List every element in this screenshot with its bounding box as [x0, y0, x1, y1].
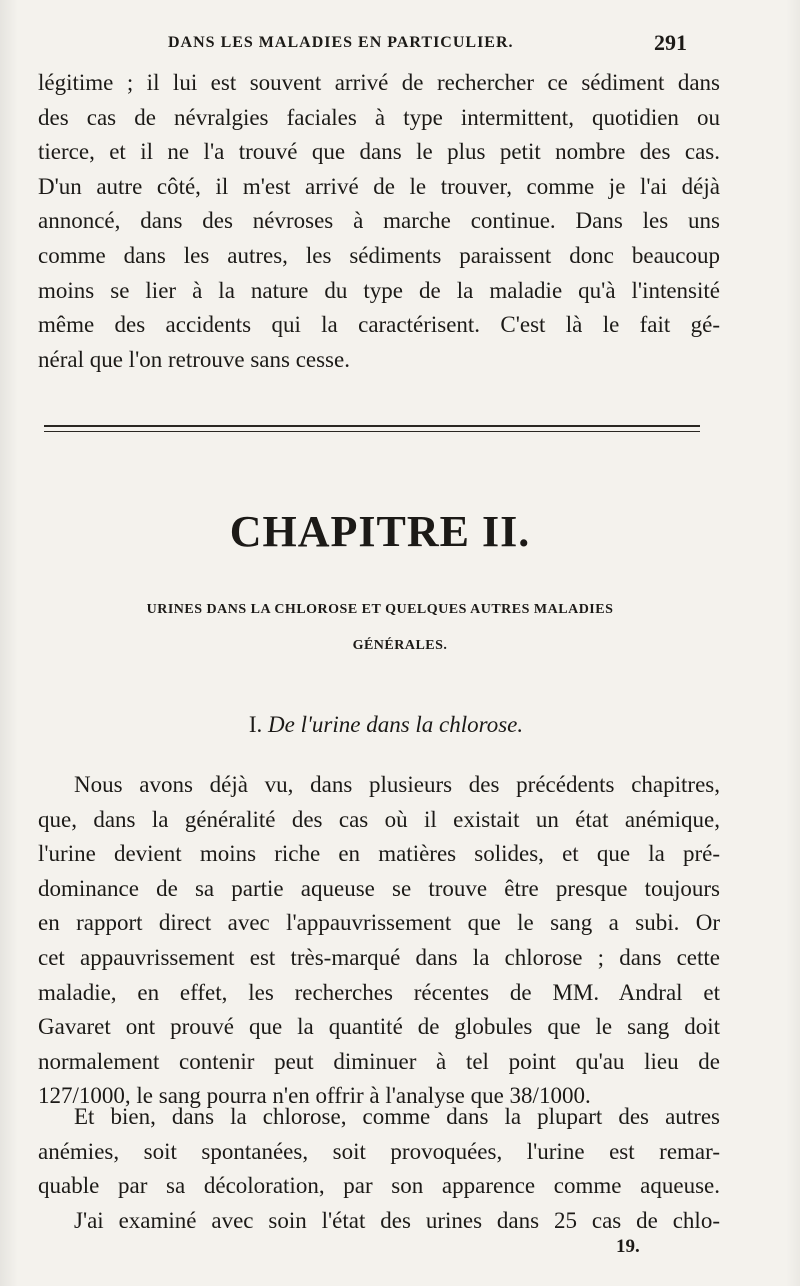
text-line: normalement contenir peut diminuer à tel point qu'au lieu de — [38, 1048, 720, 1074]
text-line: 127/1000, le sang pourra n'en offrir à l'analyse que 38/1000. — [38, 1083, 591, 1109]
body-paragraph — [38, 1204, 720, 1239]
body-paragraph — [38, 768, 720, 1114]
text-line: Nous avons déjà vu, dans plusieurs des précédents chapitres, — [74, 772, 720, 797]
text-line: que, dans la généralité des cas où il existait un état anémique, — [38, 806, 720, 832]
text-line: l'urine devient moins riche en matières solides, et que la pré- — [38, 841, 720, 867]
text-line: néral que l'on retrouve sans cesse. — [38, 346, 350, 372]
section-number: I. — [248, 712, 263, 737]
signature-mark: 19. — [616, 1236, 640, 1257]
chapter-divider-rule-thin — [44, 431, 700, 432]
text-line: Gavaret ont prouvé que la quantité de globules que le sang doit — [38, 1014, 720, 1040]
section-title: De l'urine dans la chlorose. — [268, 712, 524, 737]
text-line: dominance de sa partie aqueuse se trouve être presque toujours — [38, 875, 720, 901]
text-line: J'ai examiné avec soin l'état des urines dans 25 cas de chlo- — [74, 1208, 720, 1233]
text-line: maladie, en effet, les recherches récentes de MM. Andral et — [38, 979, 720, 1005]
text-line: quable par sa décoloration, par son apparence comme aqueuse. — [38, 1173, 720, 1199]
chapter-subtitle-continued: GÉNÉRALES. — [352, 638, 448, 653]
section-heading — [0, 712, 772, 738]
running-head: DANS LES MALADIES EN PARTICULIER. — [168, 34, 514, 51]
text-line: D'un autre côté, il m'est arrivé de le trouver, comme je l'ai déjà — [38, 173, 720, 199]
body-paragraph — [38, 1100, 720, 1204]
text-line: Et bien, dans la chlorose, comme dans la plupart des autres — [74, 1104, 720, 1129]
text-line: des cas de névralgies faciales à type intermittent, quotidien ou — [38, 104, 720, 130]
chapter-title: CHAPITRE II. — [229, 507, 531, 556]
chapter-subtitle: URINES DANS LA CHLOROSE ET QUELQUES AUTRES MALADIES — [146, 602, 614, 617]
text-line: tierce, et il ne l'a trouvé que dans le plus petit nombre des cas. — [38, 139, 720, 165]
text-line: légitime ; il lui est souvent arrivé de rechercher ce sédiment dans — [38, 70, 720, 95]
text-line: annoncé, dans des névroses à marche continue. Dans les uns — [38, 208, 720, 234]
chapter-divider-rule — [44, 425, 700, 427]
text-line: comme dans les autres, les sédiments paraissent donc beaucoup — [38, 242, 720, 268]
page-number: 291 — [654, 30, 687, 55]
text-line: cet appauvrissement est très-marqué dans la chlorose ; dans cette — [38, 944, 720, 970]
intro-paragraph — [38, 66, 720, 377]
text-line: moins se lier à la nature du type de la maladie qu'à l'intensité — [38, 277, 720, 303]
text-line: anémies, soit spontanées, soit provoquées, l'urine est remar- — [38, 1138, 720, 1164]
text-line: même des accidents qui la caractérisent. C'est là le fait gé- — [38, 312, 720, 338]
text-line: en rapport direct avec l'appauvrissement que le sang a subi. Or — [38, 910, 720, 936]
